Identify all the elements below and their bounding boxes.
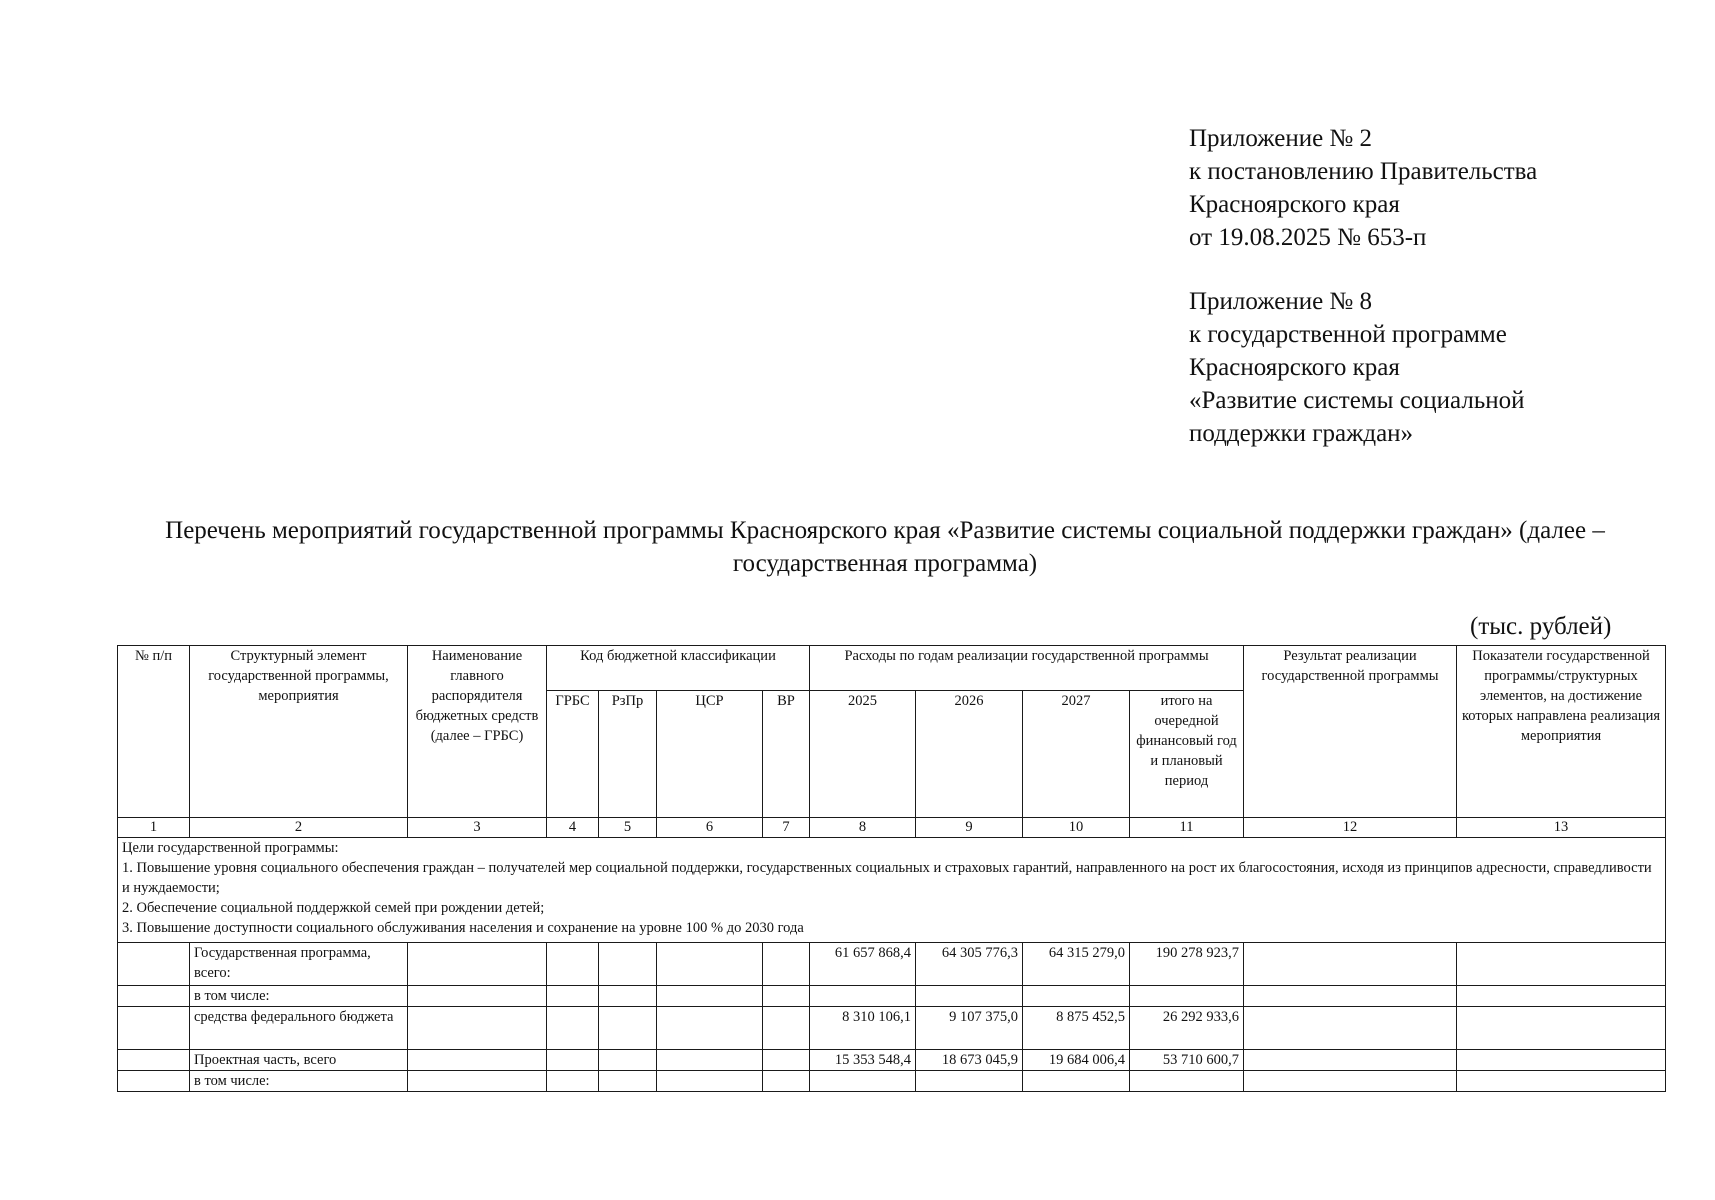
cell-2027: 64 315 279,0 (1023, 943, 1130, 986)
cell-result (1244, 1071, 1457, 1092)
table-row (118, 1050, 1666, 1071)
cell-2025 (810, 1071, 916, 1092)
column-number: 12 (1244, 818, 1457, 838)
cell-grbs-name (408, 1071, 547, 1092)
cell-total: 26 292 933,6 (1130, 1007, 1244, 1050)
cell-2027 (1023, 1071, 1130, 1092)
approval-line: «Развитие системы социальной (1189, 387, 1525, 414)
header-num: № п/п (118, 646, 190, 818)
header-2025: 2025 (810, 691, 916, 818)
table-row (118, 1071, 1666, 1092)
cell-2026: 18 673 045,9 (916, 1050, 1023, 1071)
header-total: итого на очередной финансовый год и плановый период (1130, 691, 1244, 818)
cell-grbs-name (408, 1007, 547, 1050)
cell-2026: 9 107 375,0 (916, 1007, 1023, 1050)
units-label: (тыс. рублей) (1470, 613, 1612, 640)
cell-rzpr (599, 1071, 657, 1092)
cell-vr (763, 1071, 810, 1092)
cell-2027: 19 684 006,4 (1023, 1050, 1130, 1071)
cell-result (1244, 1007, 1457, 1050)
column-number: 1 (118, 818, 190, 838)
cell-result (1244, 943, 1457, 986)
approval-line: к государственной программе (1189, 321, 1507, 348)
cell-2026: 64 305 776,3 (916, 943, 1023, 986)
header-indicators: Показатели государственной программы/структурных элементов, на достижение которых направлена реализация мероприятия (1457, 646, 1666, 818)
cell-element: в том числе: (190, 1071, 408, 1092)
cell-indicators (1457, 943, 1666, 986)
cell-element: Государственная программа, всего: (190, 943, 408, 986)
cell-grbs (547, 1071, 599, 1092)
document-title: Перечень мероприятий государственной программы Красноярского края «Развитие системы социальной поддержки граждан» (далее – государственная программа) (165, 517, 1605, 577)
column-number: 6 (657, 818, 763, 838)
cell-2026 (916, 986, 1023, 1007)
cell-grbs-name (408, 986, 547, 1007)
cell-vr (763, 943, 810, 986)
cell-grbs-name (408, 1050, 547, 1071)
cell-indicators (1457, 1050, 1666, 1071)
cell-element: средства федерального бюджета (190, 1007, 408, 1050)
cell-csr (657, 1071, 763, 1092)
table-row (118, 1007, 1666, 1050)
cell-total: 53 710 600,7 (1130, 1050, 1244, 1071)
approval-block-resolution (1189, 122, 1537, 254)
header-element: Структурный элемент государственной программы, мероприятия (190, 646, 408, 818)
cell-result (1244, 1050, 1457, 1071)
column-number: 11 (1130, 818, 1244, 838)
cell-result (1244, 986, 1457, 1007)
column-number: 8 (810, 818, 916, 838)
table-row (118, 943, 1666, 986)
header-expenses: Расходы по годам реализации государственной программы (810, 646, 1244, 691)
cell-indicators (1457, 986, 1666, 1007)
cell-num (118, 1007, 190, 1050)
cell-csr (657, 943, 763, 986)
cell-indicators (1457, 1071, 1666, 1092)
cell-element: в том числе: (190, 986, 408, 1007)
header-2027: 2027 (1023, 691, 1130, 818)
header-csr: ЦСР (657, 691, 763, 818)
approval-line: к постановлению Правительства (1189, 158, 1538, 185)
approval-line: Приложение № 2 (1189, 125, 1373, 152)
approval-line: поддержки граждан» (1189, 420, 1414, 447)
column-number: 7 (763, 818, 810, 838)
header-2026: 2026 (916, 691, 1023, 818)
cell-num (118, 943, 190, 986)
cell-rzpr (599, 1007, 657, 1050)
measures-table (117, 645, 1666, 1092)
cell-2027 (1023, 986, 1130, 1007)
cell-2027: 8 875 452,5 (1023, 1007, 1130, 1050)
approval-line: Красноярского края (1189, 191, 1400, 218)
cell-2026 (916, 1071, 1023, 1092)
approval-line: от 19.08.2025 № 653-п (1189, 224, 1427, 251)
column-number: 9 (916, 818, 1023, 838)
cell-csr (657, 1050, 763, 1071)
cell-total: 190 278 923,7 (1130, 943, 1244, 986)
cell-rzpr (599, 986, 657, 1007)
column-number: 2 (190, 818, 408, 838)
column-number: 10 (1023, 818, 1130, 838)
cell-csr (657, 1007, 763, 1050)
table-row (118, 986, 1666, 1007)
cell-total (1130, 986, 1244, 1007)
column-number: 4 (547, 818, 599, 838)
cell-2025 (810, 986, 916, 1007)
cell-rzpr (599, 1050, 657, 1071)
goals-heading: Цели государственной программы: (122, 840, 339, 856)
cell-2025: 15 353 548,4 (810, 1050, 916, 1071)
cell-grbs-name (408, 943, 547, 986)
cell-2025: 8 310 106,1 (810, 1007, 916, 1050)
cell-total (1130, 1071, 1244, 1092)
goal-item: 2. Обеспечение социальной поддержкой семей при рождении детей; (122, 900, 545, 916)
cell-2025: 61 657 868,4 (810, 943, 916, 986)
goal-item: 3. Повышение доступности социального обслуживания населения и сохранение на уровне 100 % до 2030 года (122, 920, 804, 936)
column-number: 5 (599, 818, 657, 838)
cell-grbs (547, 1007, 599, 1050)
cell-csr (657, 986, 763, 1007)
cell-vr (763, 1050, 810, 1071)
cell-vr (763, 986, 810, 1007)
cell-vr (763, 1007, 810, 1050)
cell-grbs (547, 1050, 599, 1071)
header-vr: ВР (763, 691, 810, 818)
approval-line: Приложение № 8 (1189, 288, 1373, 315)
cell-num (118, 1071, 190, 1092)
header-rzpr: РзПр (599, 691, 657, 818)
header-grbs-name: Наименование главного распорядителя бюджетных средств (далее – ГРБС) (408, 646, 547, 818)
cell-grbs (547, 943, 599, 986)
header-result: Результат реализации государственной программы (1244, 646, 1457, 818)
cell-indicators (1457, 1007, 1666, 1050)
cell-grbs (547, 986, 599, 1007)
column-number: 13 (1457, 818, 1666, 838)
cell-num (118, 986, 190, 1007)
program-goals (118, 838, 1666, 943)
column-number: 3 (408, 818, 547, 838)
cell-element: Проектная часть, всего (190, 1050, 408, 1071)
goal-item: 1. Повышение уровня социального обеспечения граждан – получателей мер социальной поддержки, государственных социальных и страховых гарантий, направленного на рост их благосостояния, исходя из принципов адресности, справедливости и нуждаемости; (122, 860, 1652, 896)
header-grbs: ГРБС (547, 691, 599, 818)
approval-line: Красноярского края (1189, 354, 1400, 381)
approval-block-program (1189, 285, 1524, 450)
column-number-row (118, 818, 1666, 838)
cell-rzpr (599, 943, 657, 986)
header-budget-code: Код бюджетной классификации (547, 646, 810, 691)
cell-num (118, 1050, 190, 1071)
